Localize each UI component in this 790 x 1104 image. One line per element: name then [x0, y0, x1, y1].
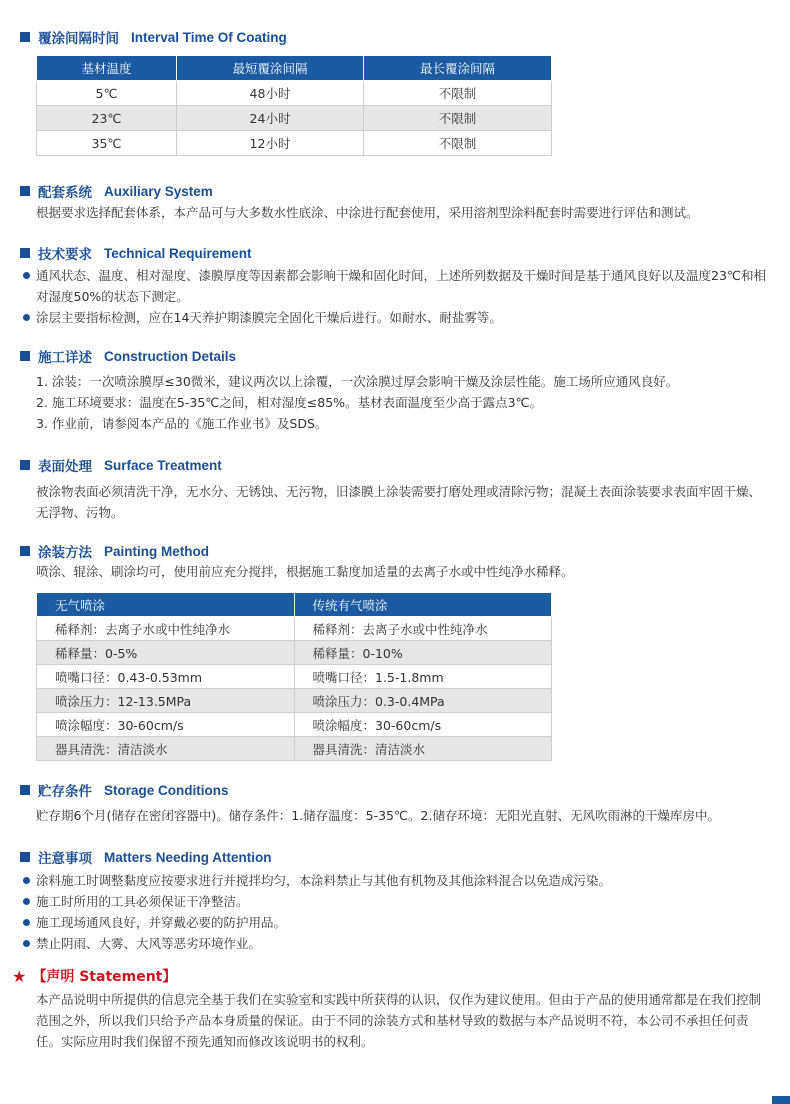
bullet-dot-icon [23, 919, 30, 926]
surface-text: 被涂物表面必须清洗干净，无水分、无锈蚀、无污物，旧漆膜上涂装需要打磨处理或清除污物；混凝土表面涂装要求表面牢固干燥、无浮物、污物。 [36, 484, 762, 520]
technical-heading: 技术要求 Technical Requirement [20, 243, 252, 263]
page-corner-mark [772, 1096, 790, 1104]
statement-heading: ★ 【声明 Statement】 [12, 966, 177, 986]
list-item: 3. 作业前，请参阅本产品的《施工作业书》及SDS。 [36, 416, 328, 431]
square-bullet-icon [20, 351, 30, 361]
auxiliary-text: 根据要求选择配套体系，本产品可与大多数水性底涂、中涂进行配套使用，采用溶剂型涂料配套时需要进行评估和测试。 [36, 205, 699, 220]
bullet-dot-icon [23, 898, 30, 905]
table-row: 喷涂幅度：30-60cm/s 喷涂幅度：30-60cm/s [37, 713, 552, 737]
attention-list [36, 870, 766, 954]
table-header: 基材温度 [37, 56, 177, 81]
table-row: 喷涂压力：12-13.5MPa 喷涂压力：0.3-0.4MPa [37, 689, 552, 713]
interval-heading: 覆涂间隔时间 Interval Time Of Coating [20, 27, 287, 47]
square-bullet-icon [20, 248, 30, 258]
square-bullet-icon [20, 852, 30, 862]
list-item: 涂层主要指标检测，应在14天养护期漆膜完全固化干燥后进行。如耐水、耐盐雾等。 [36, 307, 766, 328]
star-icon: ★ [12, 966, 27, 986]
table-header: 最长覆涂间隔 [364, 56, 552, 81]
attention-heading: 注意事项 Matters Needing Attention [20, 847, 272, 867]
list-item: 施工时所用的工具必须保证干净整洁。 [36, 891, 766, 912]
table-header: 传统有气喷涂 [294, 593, 552, 617]
square-bullet-icon [20, 546, 30, 556]
auxiliary-heading: 配套系统 Auxiliary System [20, 181, 213, 201]
painting-intro: 喷涂、辊涂、刷涂均可，使用前应充分搅拌，根据施工黏度加适量的去离子水或中性纯净水稀释。 [36, 564, 574, 579]
square-bullet-icon [20, 32, 30, 42]
list-item: 1. 涂装：一次喷涂膜厚≤30微米，建议两次以上涂覆，一次涂膜过厚会影响干燥及涂层性能。施工场所应通风良好。 [36, 374, 679, 389]
table-row: 喷嘴口径：0.43-0.53mm 喷嘴口径：1.5-1.8mm [37, 665, 552, 689]
square-bullet-icon [20, 186, 30, 196]
painting-heading: 涂装方法 Painting Method [20, 541, 209, 561]
table-row: 稀释剂：去离子水或中性纯净水 稀释剂：去离子水或中性纯净水 [37, 617, 552, 641]
list-item: 禁止阴雨、大雾、大风等恶劣环境作业。 [36, 933, 766, 954]
interval-table [36, 55, 552, 156]
storage-heading: 贮存条件 Storage Conditions [20, 780, 229, 800]
table-row: 23℃ 24小时 不限制 [37, 106, 552, 131]
technical-list [36, 265, 766, 328]
square-bullet-icon [20, 785, 30, 795]
bullet-dot-icon [23, 272, 30, 279]
bullet-dot-icon [23, 877, 30, 884]
table-row: 5℃ 48小时 不限制 [37, 81, 552, 106]
painting-table [36, 592, 552, 761]
table-row: 器具清洗：清洁淡水 器具清洗：清洁淡水 [37, 737, 552, 761]
table-row: 稀释量：0-5% 稀释量：0-10% [37, 641, 552, 665]
table-header: 无气喷涂 [37, 593, 295, 617]
list-item: 施工现场通风良好，并穿戴必要的防护用品。 [36, 912, 766, 933]
surface-heading: 表面处理 Surface Treatment [20, 455, 222, 475]
construction-list [36, 371, 766, 434]
table-row: 35℃ 12小时 不限制 [37, 131, 552, 156]
list-item: 通风状态、温度、相对湿度、漆膜厚度等因素都会影响干燥和固化时间，上述所列数据及干燥时间是基于通风良好以及温度23℃和相对湿度50%的状态下测定。 [36, 265, 766, 307]
list-item: 涂料施工时调整黏度应按要求进行并搅拌均匀，本涂料禁止与其他有机物及其他涂料混合以免造成污染。 [36, 870, 766, 891]
list-item: 2. 施工环境要求：温度在5-35℃之间，相对湿度≤85%。基材表面温度至少高于露点3℃。 [36, 395, 543, 410]
table-header: 最短覆涂间隔 [177, 56, 364, 81]
construction-heading: 施工详述 Construction Details [20, 346, 236, 366]
bullet-dot-icon [23, 314, 30, 321]
bullet-dot-icon [23, 940, 30, 947]
square-bullet-icon [20, 460, 30, 470]
storage-text: 贮存期6个月(储存在密闭容器中)。储存条件：1.储存温度：5-35℃。2.储存环境：无阳光直射、无风吹雨淋的干燥库房中。 [36, 808, 720, 823]
statement-text: 本产品说明中所提供的信息完全基于我们在实验室和实践中所获得的认识，仅作为建议使用。但由于产品的使用通常都是在我们控制范围之外，所以我们只给予产品本身质量的保证。由于不同的涂装方式和基材导致的数据与本产品说明不符，本公司不承担任何责任。实际应用时我们保留不预先通知而修改该说明书的权利。 [36, 992, 762, 1049]
